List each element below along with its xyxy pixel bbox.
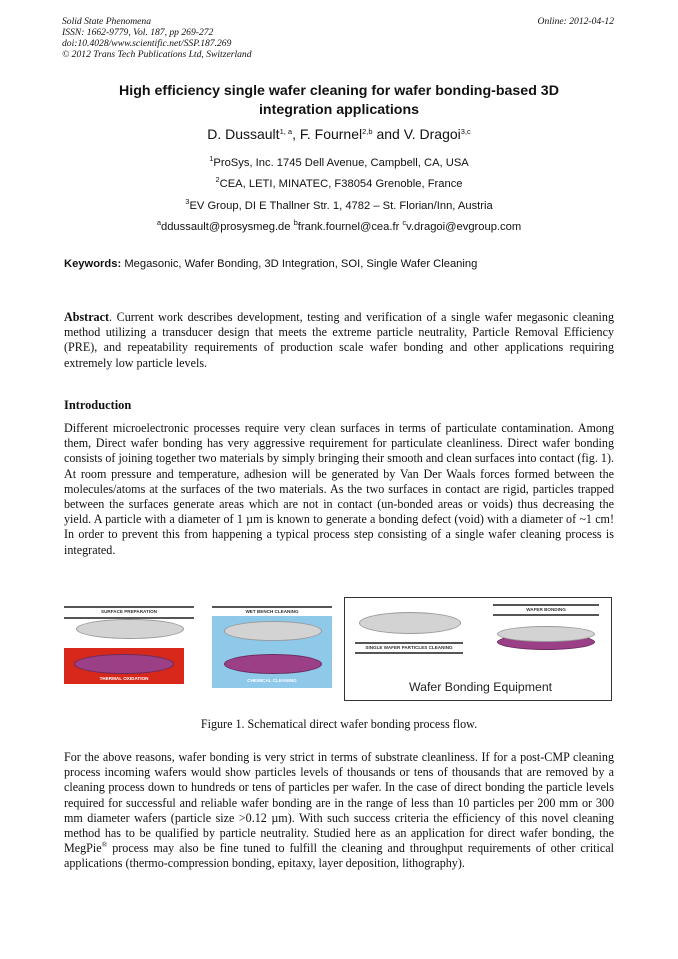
email-line: $^a$ddussault@prosysmeg.de $^b$frank.fournel@cea.fr $^c$v.dragoi@evgroup.com: [156, 218, 522, 233]
section-heading: Introduction: [64, 398, 132, 412]
affiliation: $^3$EV Group, DI E Thallner Str. 1, 4782 – St. Florian/Inn, Austria: [185, 197, 493, 212]
cleaned-wafer: [224, 654, 322, 674]
divider: [64, 606, 194, 608]
divider: [493, 604, 599, 606]
abstract: Abstract. Current work describes development, testing and verification of a single wafer megasonic cleaning method utilizing a transducer design that meets the extreme particle neutrality, Particle Removal Efficiency (PRE), and repeatability requirements of production scale wafer bonding and other applications requiring extremely low particle levels.: [64, 310, 614, 370]
paper-title: High efficiency single wafer cleaning for wafer bonding-based 3D integration applications: [119, 83, 559, 118]
email-link[interactable]: frank.fournel@cea.fr: [297, 221, 400, 233]
figure-caption: Figure 1. Schematical direct wafer bonding process flow.: [200, 717, 478, 731]
thermal-oxidation-panel: [64, 648, 184, 684]
bonded-wafer-top: [497, 626, 595, 642]
copyright: © 2012 Trans Tech Publications Ltd, Switzerland: [62, 49, 252, 60]
body-paragraph: For the above reasons, wafer bonding is very strict in terms of substrate cleanliness. If for a post-CMP cleaning process incoming wafers would show particles levels of thousands or tens of thousands that are removed by a cleaning process down to hundreds or tens of particles per wafer. In the case of direct bonding the particle levels required for successful and reliable wafer bonding are in the range of less than 10 particles per 200 mm or 300 mm diameter wafers (particle size >0.12 µm). With such success criteria the efficiency of this novel cleaning method has to be qualified by particle neutrality. Studied here as an application for direct wafer bonding, the MegPie® process may also be fine tuned to fulfill the cleaning and throughput requirements of other critical applications (thermo-compression bonding, epitaxy, layer deposition, lithography).: [64, 750, 614, 871]
chemical-bath: [212, 616, 332, 688]
thermal-ox-label: THERMAL OXIDATION: [99, 676, 149, 681]
divider: [212, 606, 332, 608]
divider: [355, 652, 463, 654]
divider: [355, 642, 463, 644]
chemical-label: CHEMICAL CLEANING: [247, 678, 297, 683]
author-name: D. Dussault: [207, 126, 280, 142]
keywords-label: Keywords:: [64, 258, 122, 270]
single-wafer-label: SINGLE WAFER PARTICLES CLEANING: [365, 645, 453, 650]
surface-prep-label: SURFACE PREPARATION: [101, 609, 157, 614]
issn: ISSN: 1662-9779, Vol. 187, pp 269-272: [62, 27, 214, 38]
oxidized-wafer: [74, 654, 174, 674]
wafer-disk: [359, 612, 461, 634]
author-list: D. Dussault$^{1, a}$, F. Fournel$^{2,b}$ and V. Dragoi$^{3,c}$: [207, 126, 471, 142]
wet-bench-label: WET BENCH CLEANING: [245, 609, 299, 614]
abstract-label: Abstract: [64, 310, 110, 324]
wafer-bonding-equipment-box: [344, 597, 612, 701]
keywords-text: Megasonic, Wafer Bonding, 3D Integration, SOI, Single Wafer Cleaning: [124, 258, 478, 270]
keywords: [64, 258, 624, 270]
wafer-bonding-label: WAFER BONDING: [526, 607, 566, 612]
doi: doi:10.4028/www.scientific.net/SSP.187.269: [62, 38, 232, 49]
equipment-label: Wafer Bonding Equipment: [409, 680, 553, 694]
wafer-disk: [76, 619, 184, 639]
journal-name: Solid State Phenomena: [62, 16, 151, 27]
affiliation: $^2$CEA, LETI, MINATEC, F38054 Grenoble, France: [215, 175, 463, 190]
journal-header: [62, 16, 252, 60]
intro-paragraph: Different microelectronic processes require very clean surfaces in terms of particulate contamination. Among them, Direct wafer bonding has very aggressive requirement for particulate cleanliness. Direct wafer bonding consists of joining together two materials by simply bringing their smooth and clean surfaces into contact (fig. 1). At room pressure and temperature, adhesion will be generated by Van Der Waals forces formed between the molecules/atoms at the surfaces of the two materials. As the two surfaces in contact are rigid, particles trapped between the surfaces generate areas which are not in contact (un-bonded areas or voids) thus decreasing the yield. A particle with a diameter of 1 µm is known to generate a bonding defect (void) with a diameter of ~1 cm! In order to prevent this from happening a typical process step consisting of a single wafer cleaning process is integrated.: [64, 421, 614, 557]
process-flow-figure: [64, 595, 614, 703]
author-name: F. Fournel: [299, 126, 363, 142]
email-link[interactable]: v.dragoi@evgroup.com: [406, 221, 522, 233]
wafer-disk: [224, 621, 322, 641]
email-link[interactable]: ddussault@prosysmeg.de: [160, 221, 291, 233]
divider: [493, 614, 599, 616]
online-date: Online: 2012-04-12: [537, 16, 614, 27]
author-name: V. Dragoi: [403, 126, 461, 142]
affiliation: $^1$ProSys, Inc. 1745 Dell Avenue, Campbell, CA, USA: [209, 154, 469, 169]
